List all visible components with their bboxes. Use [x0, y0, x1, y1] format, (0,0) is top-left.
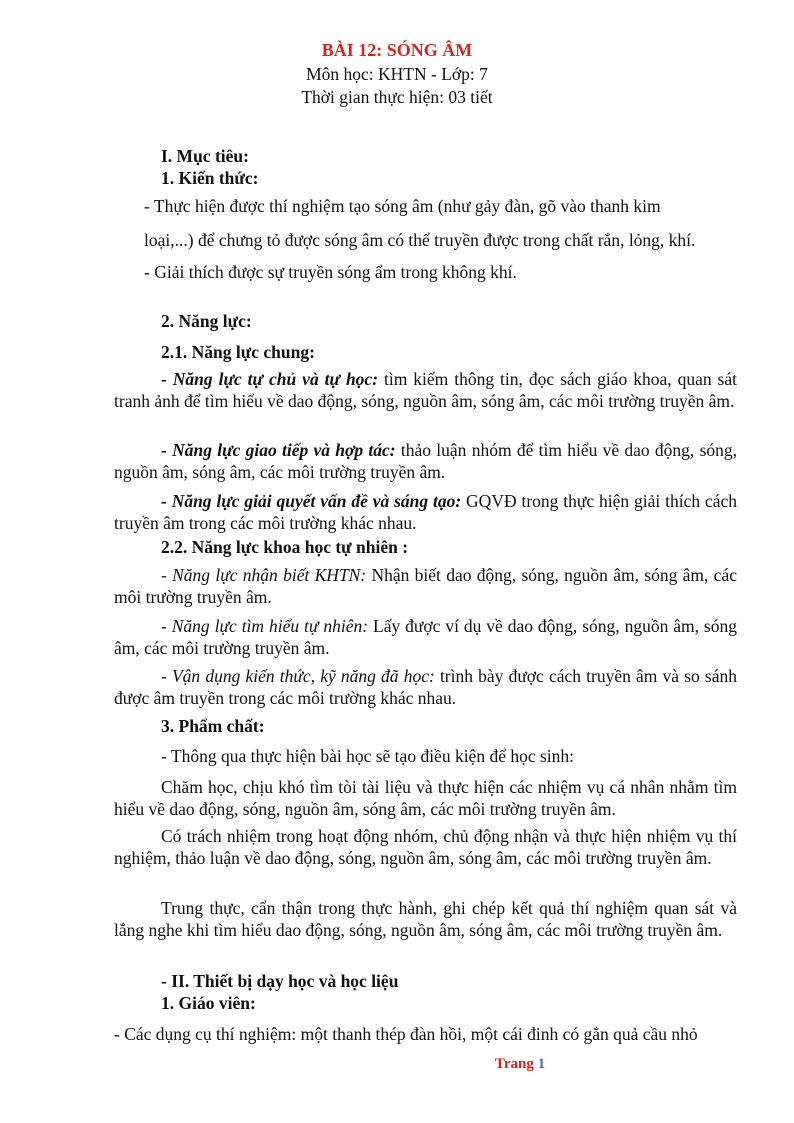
general-competence-1-label: - Năng lực tự chủ và tự học:: [161, 369, 379, 389]
equipment-heading: - II. Thiết bị dạy học và học liệu: [161, 971, 399, 991]
section-objectives-heading: I. Mục tiêu:: [161, 146, 249, 166]
science-competence-heading: 2.2. Năng lực khoa học tự nhiên :: [161, 537, 409, 557]
general-competence-2: [114, 440, 737, 483]
science-competence-1-label: - Năng lực nhận biết KHTN:: [161, 565, 367, 585]
general-competence-1: [114, 369, 737, 412]
science-competence-2-text: Lấy được ví dụ về dao động, sóng, nguồn âm, sóng âm, các môi trường truyền âm.: [114, 616, 737, 658]
science-competence-1: [114, 565, 737, 608]
general-competence-3-label: - Năng lực giải quyết vấn đề và sáng tạo:: [161, 491, 462, 511]
lesson-title: BÀI 12: SÓNG ÂM: [321, 40, 473, 60]
general-competence-1-text: tìm kiếm thông tin, đọc sách giáo khoa, quan sát tranh ảnh để tìm hiểu về dao động, sóng, nguồn âm, sóng âm, các môi trường truyền âm.: [114, 369, 737, 411]
science-competence-3-text: trình bày được cách truyền âm và so sánh được âm truyền trong các môi trường khác nhau.: [114, 666, 738, 708]
competence-heading: 2. Năng lực:: [161, 311, 252, 331]
science-competence-3: [114, 666, 737, 709]
science-competence-3-label: - Vận dụng kiến thức, kỹ năng đã học:: [161, 666, 435, 686]
qualities-intro: - Thông qua thực hiện bài học sẽ tạo điều kiện để học sinh:: [161, 746, 575, 766]
page-number: 1: [537, 1056, 546, 1072]
general-competence-heading: 2.1. Năng lực chung:: [161, 342, 315, 362]
quality-paragraph-2: Có trách nhiệm trong hoạt động nhóm, chủ động nhận và thực hiện nhiệm vụ thí nghiệm, thảo luận về dao động, sóng, nguồn âm, sóng âm, các môi trường truyền âm.: [114, 826, 737, 868]
knowledge-item-2: - Giải thích được sự truyền sóng ẩm trong không khí.: [144, 262, 517, 282]
subject-line: Môn học: KHTN - Lớp: 7: [306, 64, 488, 84]
general-competence-3-text: GQVĐ trong thực hiện giải thích cách truyền âm trong các môi trường khác nhau.: [114, 491, 737, 533]
qualities-heading: 3. Phẩm chất:: [161, 716, 265, 736]
teacher-heading: 1. Giáo viên:: [161, 993, 256, 1013]
general-competence-2-text: thảo luận nhóm để tìm hiểu về dao động, sóng, nguồn âm, sóng âm, các môi trường truyền âm.: [114, 440, 738, 482]
knowledge-item-1-line2: loại,...) để chưng tỏ được sóng âm có thể truyền được trong chất rắn, lỏng, khí.: [144, 230, 696, 250]
science-competence-1-text: Nhận biết dao động, sóng, nguồn âm, sóng âm, các môi trường truyền âm.: [114, 565, 737, 607]
page-label: Trang: [494, 1056, 538, 1072]
science-competence-2-label: - Năng lực tìm hiểu tự nhiên:: [161, 616, 369, 636]
teacher-item-1: - Các dụng cụ thí nghiệm: một thanh thép đàn hồi, một cái đinh có gắn quả cầu nhỏ: [114, 1024, 698, 1044]
quality-paragraph-3: Trung thực, cẩn thận trong thực hành, ghi chép kết quả thí nghiệm quan sát và lắng nghe khi tìm hiểu dao động, sóng, nguồn âm, sóng âm, các môi trường truyền âm.: [114, 898, 737, 940]
general-competence-2-label: - Năng lực giao tiếp và hợp tác:: [161, 440, 396, 460]
page-footer: [0, 1056, 794, 1073]
knowledge-item-1-line1: - Thực hiện được thí nghiệm tạo sóng âm (như gảy đàn, gõ vào thanh kim: [144, 196, 661, 216]
duration-line: Thời gian thực hiện: 03 tiết: [301, 87, 493, 107]
general-competence-3: [114, 491, 737, 534]
quality-paragraph-1: Chăm học, chịu khó tìm tòi tài liệu và thực hiện các nhiệm vụ cá nhân nhằm tìm hiểu về dao động, sóng, nguồn âm, sóng âm, các môi trường truyền âm.: [114, 777, 737, 819]
knowledge-heading: 1. Kiến thức:: [161, 168, 259, 188]
science-competence-2: [114, 616, 737, 659]
